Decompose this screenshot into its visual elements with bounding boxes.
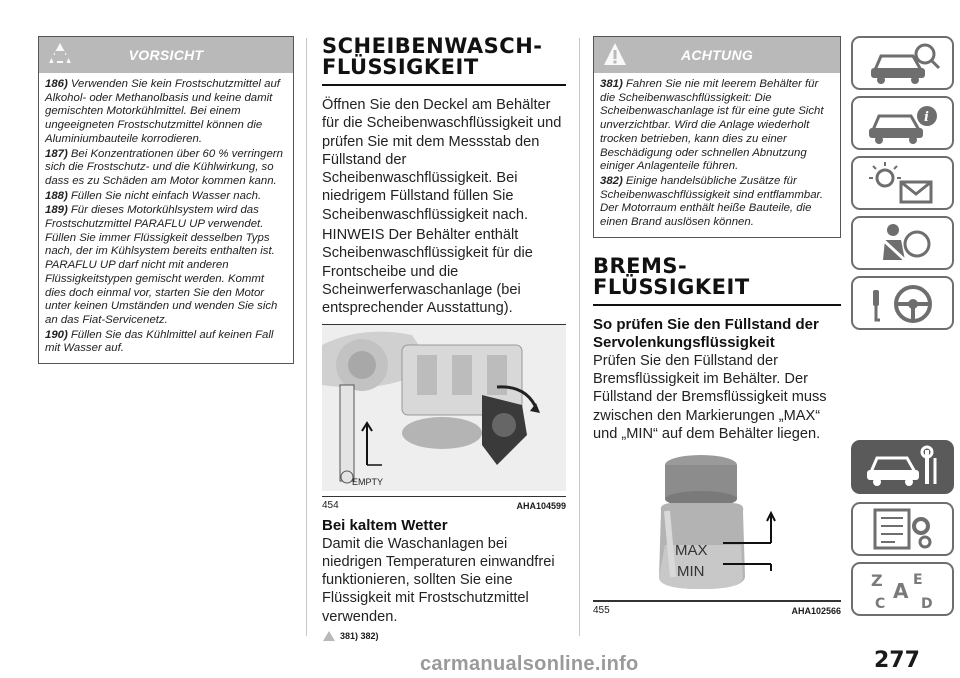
technical-data-icon (863, 506, 943, 552)
vorsicht-column (38, 36, 294, 364)
steering-key-icon (863, 280, 943, 326)
watermark: carmanualsonline.info (420, 653, 639, 675)
warning-item: 382) Einige handelsübliche Zusätze für Scheibenwaschflüssigkeit sind entflammbar. Der Motorraum enthält heiße Bauteile, die einen Brand auslösen können. (600, 174, 824, 229)
brake-check-heading: So prüfen Sie den Füllstand der Servolenkungsflüssigkeit (593, 315, 819, 351)
column-separator (579, 38, 580, 636)
warning-item: 188) Füllen Sie nicht einfach Wasser nach. (45, 189, 262, 202)
warning-title: ACHTUNG (680, 47, 754, 63)
warning-item: 190) Füllen Sie das Kühlmittel auf keinen Fall mit Wasser auf. (45, 328, 274, 355)
figure-code: AHA104599 (516, 500, 566, 511)
page-number: 277 (874, 648, 920, 673)
warning-item: 186) Verwenden Sie kein Frostschutzmittel auf Alkohol- oder Methanolbasis und keine damit gemischten Motorkühlmittel. Bei einem ungeeigneten Frostschutzmittel können die Aluminiumbauteile korrodieren. (45, 78, 280, 145)
min-label: MIN (677, 563, 705, 581)
alphabetical-index-icon (863, 566, 943, 612)
figure-number: 455 (593, 605, 610, 617)
car-warning-icon (47, 41, 73, 69)
brake-body-text: Prüfen Sie den Füllstand der Bremsflüssigkeit im Behälter. Der Füllstand der Bremsflüssigkeit muss zwischen den Markierungen „MAX“ und „MIN“ auf dem Behälter liegen. (593, 352, 827, 442)
warning-body (594, 73, 840, 237)
tab-car-maintenance[interactable] (851, 440, 954, 494)
warning-item: 189) Für dieses Motorkühlsystem wird das Frostschutzmittel PARAFLU UP verwendet. Füllen Sie immer Flüssigkeit desselben Typs nach, der im Kühlsystem bereits enthalten ist. PARAFLU UP darf nicht mit anderen Flüssigkeitstypen gemischt werden. Kommt dies doch einmal vor, starten Sie den Motor unter keinen Umständen und wenden Sie sich an das Fiat-Servicenetz. (45, 204, 278, 326)
svg-text:Z: Z (870, 571, 883, 590)
washer-body-text (322, 96, 566, 318)
washer-fluid-column (322, 36, 566, 642)
svg-text:E: E (912, 572, 923, 588)
warning-header (39, 37, 293, 73)
figure-caption (322, 497, 566, 513)
tab-warning-lights[interactable] (851, 156, 954, 210)
achtung-warning-box (593, 36, 841, 238)
figure-code: AHA102566 (791, 606, 841, 617)
warning-triangle-icon (322, 630, 336, 642)
tab-technical-data[interactable] (851, 502, 954, 556)
washer-paragraph: Öffnen Sie den Deckel am Behälter für die Scheibenwaschflüssigkeit und prüfen Sie mit dem Messstab den Füllstand der Scheibenwaschflüssigkeit. Bei niedrigem Füllstand füllen Sie Scheibenwaschflüssigkeit nach. (322, 97, 562, 223)
svg-text:D: D (920, 596, 933, 612)
car-dashboard-icon (863, 40, 943, 86)
warning-references: 381) 382) (322, 630, 566, 642)
column-separator (306, 38, 307, 636)
washer-section-title: SCHEIBENWASCH- FLÜSSIGKEIT (322, 36, 566, 86)
warning-lights-icon (863, 160, 943, 206)
car-maintenance-icon (863, 444, 943, 490)
svg-text:A: A (892, 579, 908, 603)
svg-text:i: i (923, 110, 929, 125)
washer-figure (322, 324, 566, 497)
tab-airbag-safety[interactable] (851, 216, 954, 270)
warning-title: VORSICHT (128, 47, 204, 63)
car-info-icon (863, 100, 943, 146)
cold-weather-heading: Bei kaltem Wetter (322, 516, 448, 534)
svg-text:C: C (874, 596, 885, 612)
brake-fluid-column (593, 36, 841, 618)
warning-item: 381) Fahren Sie nie mit leerem Behälter für die Scheibenwaschflüssigkeit: Die Scheibenwaschanlage ist für eine gute Sicht unverzichtbar. Wird die Anlage wiederholt trocken betrieben, kann dies zu einer Beschädigung oder schnellen Abnutzung einiger Anlagenteile führen. (600, 78, 824, 173)
figure-caption (593, 601, 841, 618)
warning-item: 187) Bei Konzentrationen über 60 % verringern sich die Frostschutz- und die Kühlwirkung, so dass es zu Schäden am Motor kommen kann. (45, 147, 283, 187)
tab-steering-key[interactable] (851, 276, 954, 330)
vorsicht-warning-box (38, 36, 294, 364)
washer-note: HINWEIS Der Behälter enthält Scheibenwaschflüssigkeit für die Frontscheibe und die Scheinwerferwaschanlage (bei entsprechender Ausstattung). (322, 227, 533, 317)
warning-body (39, 73, 293, 363)
exclamation-warning-icon (602, 41, 628, 69)
empty-label: EMPTY (352, 476, 384, 487)
brake-reservoir-illustration (593, 449, 841, 595)
warning-header (594, 37, 840, 73)
washer-reservoir-illustration (322, 325, 566, 491)
tab-alphabetical-index[interactable] (851, 562, 954, 616)
tab-car-dashboard[interactable] (851, 36, 954, 90)
cold-weather-text: Damit die Waschanlagen bei niedrigen Temperaturen einwandfrei funktionieren, sollten Sie eine Flüssigkeit mit Frostschutzmittel verwenden. (322, 535, 555, 625)
max-label: MAX (675, 542, 708, 560)
tab-car-info[interactable] (851, 96, 954, 150)
figure-number: 454 (322, 499, 339, 511)
brake-section-title: BREMS- FLÜSSIGKEIT (593, 256, 841, 306)
airbag-safety-icon (863, 220, 943, 266)
brake-figure (593, 449, 841, 601)
